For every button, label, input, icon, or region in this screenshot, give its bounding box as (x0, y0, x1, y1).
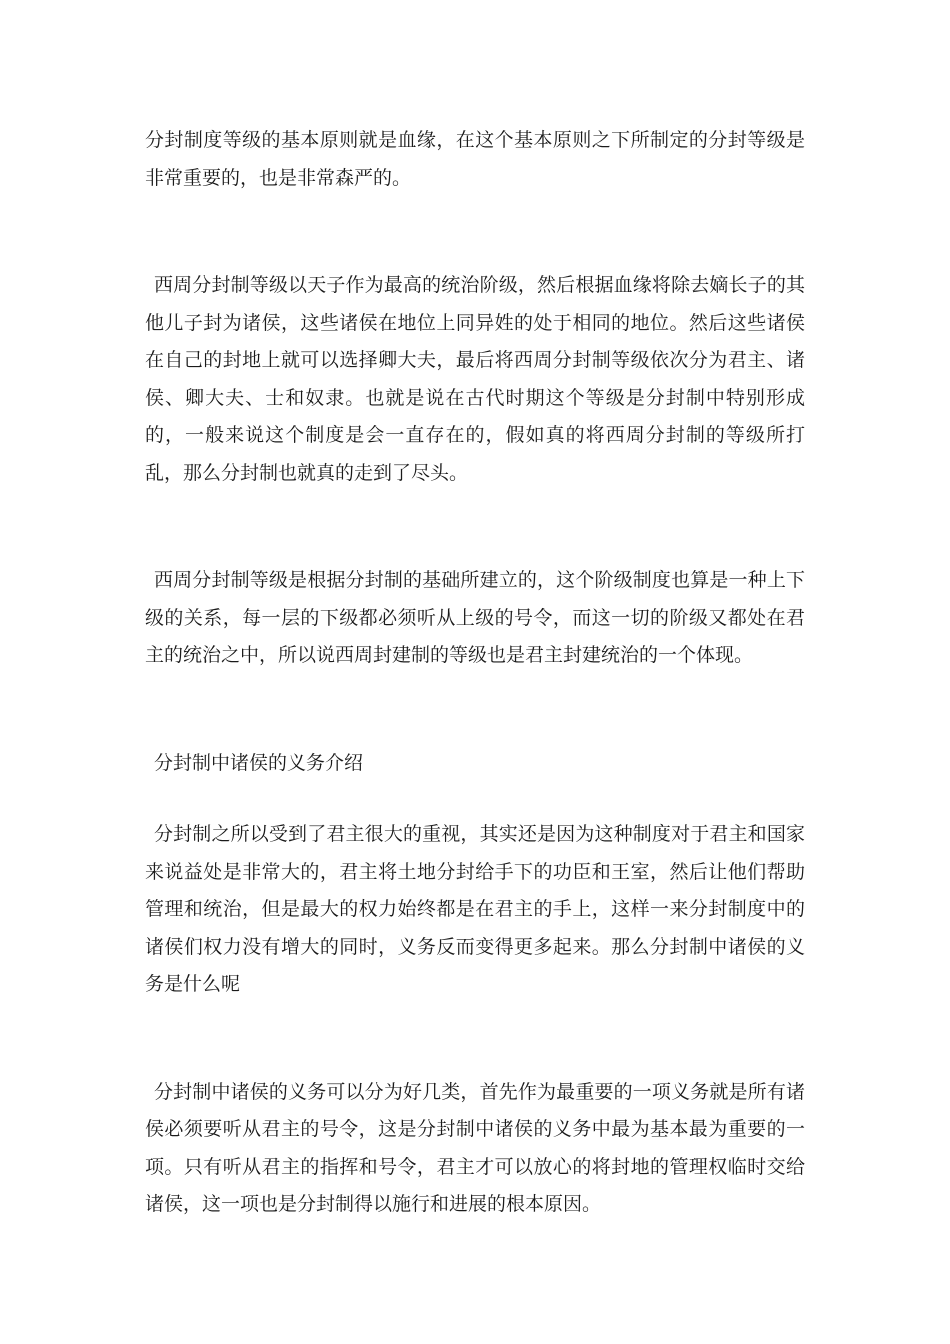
paragraph-3: 西周分封制等级是根据分封制的基础所建立的，这个阶级制度也算是一种上下级的关系，每一层的下级都必须听从上级的号令，而这一切的阶级又都处在君主的统治之中，所以说西周封建制的等级也是君主封建统治的一个体现。 (145, 569, 805, 666)
paragraph-1: 分封制度等级的基本原则就是血缘，在这个基本原则之下所制定的分封等级是非常重要的，也是非常森严的。 (145, 129, 805, 189)
section-heading: 分封制中诸侯的义务介绍 (154, 751, 364, 774)
paragraph-5: 分封制中诸侯的义务可以分为好几类，首先作为最重要的一项义务就是所有诸侯必须要听从君主的号令，这是分封制中诸侯的义务中最为基本最为重要的一项。只有听从君主的指挥和号令，君主才可以放心的将封地的管理权临时交给诸侯，这一项也是分封制得以施行和进展的根本原因。 (145, 1080, 805, 1215)
paragraph-4: 分封制之所以受到了君主很大的重视，其实还是因为这种制度对于君主和国家来说益处是非常大的，君主将土地分封给手下的功臣和王室，然后让他们帮助管理和统治，但是最大的权力始终都是在君主的手上，这样一来分封制度中的诸侯们权力没有增大的同时，义务反而变得更多起来。那么分封制中诸侯的义务是什么呢 (145, 823, 805, 995)
document-body (145, 122, 805, 1224)
paragraph-2: 西周分封制等级以天子作为最高的统治阶级，然后根据血缘将除去嫡长子的其他儿子封为诸侯，这些诸侯在地位上同异姓的处于相同的地位。然后这些诸侯在自己的封地上就可以选择卿大夫，最后将西周分封制等级依次分为君主、诸侯、卿大夫、士和奴隶。也就是说在古代时期这个等级是分封制中特别形成的，一般来说这个制度是会一直存在的，假如真的将西周分封制的等级所打乱，那么分封制也就真的走到了尽头。 (145, 274, 805, 484)
